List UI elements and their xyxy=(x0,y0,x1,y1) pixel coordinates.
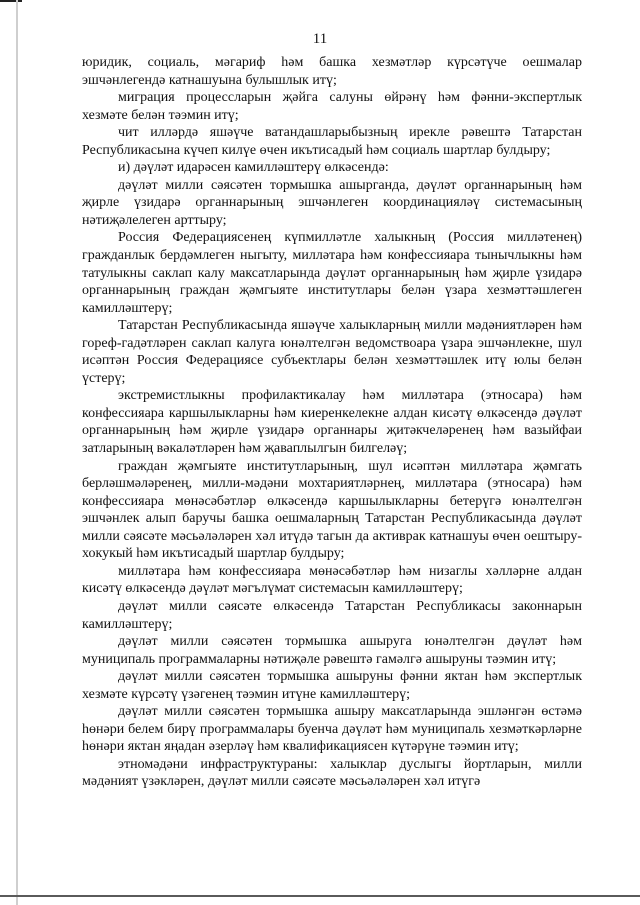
paragraph: дәүләт милли сәясәтен тормышка ашыру максатларында эшләнгән өстәмә һөнәри белем бирү программалары буенча дәүләт һәм муниципаль хезмәткәрләрне һөнәри яктан яңадан әзерләү һәм квалификациясен күтәрүне тәэмин итү; xyxy=(82,704,582,755)
paragraph: дәүләт милли сәясәтен тормышка ашыруны фәнни яктан һәм экспертлык хезмәте күрсәтү үзәгенең тәэмин итүне камилләштерү; xyxy=(82,669,582,702)
scan-corner-mark xyxy=(0,0,22,2)
paragraph: дәүләт милли сәясәтен тормышка ашырганда, дәүләт органнарының һәм җирле үзидарә органнарының эшчәнлеген координацияләү системасының нәтиҗәлелеген арттыру; xyxy=(82,177,582,228)
paragraph: Россия Федерациясенең күпмилләтле халыкның (Россия милләтенең) гражданлык бердәмлеген ныгыту, милләтара һәм конфессияара тынычлыкны һәм татулыкны саклап калу максатларында дәүләт органнарының һәм җирле үзидарә органнарының граждан җәмгыяте институтлары белән үзара хезмәттәшлеген камилләштерү; xyxy=(82,230,582,316)
scan-left-edge xyxy=(16,0,18,905)
scan-bottom-edge xyxy=(0,895,640,897)
paragraph: милләтара һәм конфессияара мөнәсәбәтләр һәм низаглы хәлләрне алдан кисәтү өлкәсендә дәүләт мәгълүмат системасын камилләштерү; xyxy=(82,563,582,597)
paragraph-continuation: юридик, социаль, мәгариф һәм башка хезмәтләр күрсәтүче оешмалар эшчәнлегендә катнашуына булышлык итү; xyxy=(82,55,582,88)
paragraph: Татарстан Республикасында яшәүче халыкларның милли мәдәниятләрен һәм гореф-гадәтләрен саклап калуга юнәлтелгән ведомствоара үзара эшчәнлекне, шул исәптән Россия Федерациясе субъектлары белән хезмәттәшлек итү юлы белән үстерү; xyxy=(82,318,582,386)
paragraph: чит илләрдә яшәүче ватандашларыбызның ирекле рәвештә Татарстан Республикасына күчеп килүе өчен икътисадый һәм социаль шартлар булдыру; xyxy=(82,125,582,158)
paragraph: дәүләт милли сәясәтен тормышка ашыруга юнәлтелгән дәүләт һәм муниципаль программаларны нәтиҗәле рәвештә гамәлгә ашыруны тәэмин итү; xyxy=(82,634,582,667)
paragraph: экстремистлыкны профилактикалау һәм милләтара (этносара) һәм конфессияара каршылыкларны һәм киеренкелекне алдан кисәтү өлкәсендә дәүләт органнарының һәм җирле үзидарә органнары җитәкчеләренең һәм вазыйфаи затларының вәкаләтләрен һәм җаваплылгын билгеләү; xyxy=(82,388,582,457)
document-body xyxy=(82,54,582,791)
paragraph-continues: этномәдәни инфраструктураны: халыклар дуслыгы йортларын, милли мәдәният үзәкләрен, дәүләт милли сәясәте мәсьәләләрен хәл итүгә xyxy=(82,756,582,790)
paragraph: дәүләт милли сәясәте өлкәсендә Татарстан Республикасы законнарын камилләштерү; xyxy=(82,598,582,632)
paragraph: миграция процессларын җәйга салуны өйрәнү һәм фәнни-экспертлык хезмәте белән тәэмин итү; xyxy=(82,90,582,123)
paragraph: граждан җәмгыяте институтларының, шул исәптән милләтара җәмгать берләшмәләренең, милли-мәдәни мохтариятләрнең, милләтара (этносара) һәм конфессияара мөнәсәбәтләр өлкәсендә каршылыкларны бетерүгә юнәлтелгән эшчәнлек алып баручы башка оешмаларның Татарстан Республикасында дәүләт милли сәясәте мәсьәләләрен хәл итүдә тагын да активрак катнашуы өчен оештыру-хокукый һәм икътисадый шартлар булдыру; xyxy=(82,458,582,562)
section-heading-i: и) дәүләт идарәсен камилләштерү өлкәсендә: xyxy=(118,160,389,176)
page-number: 11 xyxy=(312,31,328,47)
